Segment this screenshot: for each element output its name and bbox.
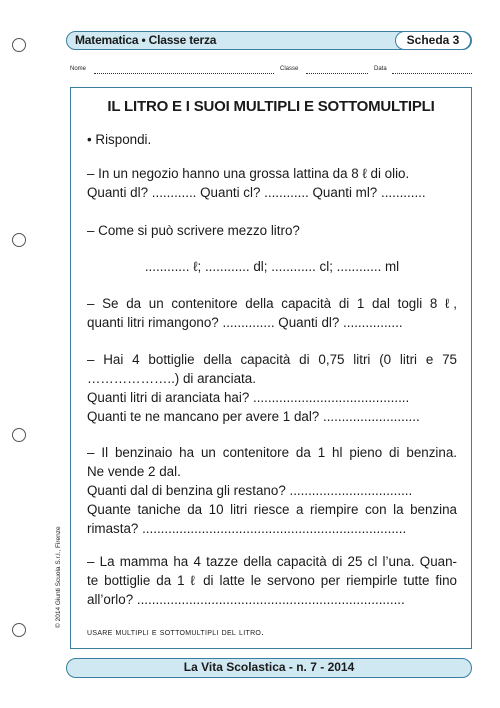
exercise-line: – Come si può scrivere mezzo litro? xyxy=(87,223,300,238)
exercise-line: – Hai 4 bottiglie della capacità di 0,75 litri (0 litri e 75 xyxy=(87,352,457,367)
name-label: Nome xyxy=(70,66,87,72)
exercise-line: te bottiglie da 1 ℓ di latte le servono per riempirle tutte fino xyxy=(87,573,457,588)
worksheet-title: IL LITRO E I SUOI MULTIPLI E SOTTOMULTIPLI xyxy=(107,98,435,115)
footer-bar: La Vita Scolastica - n. 7 - 2014 xyxy=(66,658,472,678)
exercise-line: all’orlo? ........................................................................ xyxy=(87,592,405,607)
worksheet-note: usare multipli e sottomultipli del litro. xyxy=(87,627,265,638)
exercise-line: Ne vende 2 dal. xyxy=(87,464,181,479)
binder-hole xyxy=(12,623,26,637)
date-label: Data xyxy=(374,66,387,72)
worksheet-frame xyxy=(70,87,472,649)
sheet-badge: Scheda 3 xyxy=(395,31,471,50)
exercise-4 xyxy=(87,350,457,426)
exercise-line: Quanti te ne mancano per avere 1 dal? .......................... xyxy=(87,409,420,424)
exercise-5 xyxy=(87,443,457,538)
exercise-line: rimasta? ....................................................................... xyxy=(87,521,407,536)
exercise-line: ............ ℓ; ............ dl; ............ cl; ............ ml xyxy=(144,259,400,274)
exercise-line: – In un negozio hanno una grossa lattina da 8 ℓ di olio. xyxy=(87,166,410,181)
binder-hole xyxy=(12,233,26,247)
exercise-line: quanti litri rimangono? .............. Quanti dl? ................ xyxy=(87,315,403,330)
class-label: Classe xyxy=(280,66,299,72)
exercise-1 xyxy=(87,164,457,202)
binder-hole xyxy=(12,428,26,442)
class-field[interactable] xyxy=(306,73,368,74)
date-field[interactable] xyxy=(392,73,472,74)
instruction xyxy=(87,130,457,149)
exercise-3 xyxy=(87,294,457,332)
binder-hole xyxy=(12,38,26,52)
exercise-line: – La mamma ha 4 tazze della capacità di 25 cl l’una. Quan- xyxy=(87,554,457,569)
exercise-line: Quanti dl? ............ Quanti cl? ............ Quanti ml? ............ xyxy=(87,185,426,200)
header-bar xyxy=(66,31,472,50)
exercise-line: ………………..) di aranciata. xyxy=(87,371,256,386)
instruction-text: • Rispondi. xyxy=(87,132,152,147)
name-field[interactable] xyxy=(94,73,274,74)
exercise-2 xyxy=(87,221,457,276)
copyright-text: © 2014 Giunti Scuola S.r.l., Firenze xyxy=(55,526,62,628)
exercise-6 xyxy=(87,552,457,609)
exercise-line: – Se da un contenitore della capacità di 1 dal togli 8 ℓ, xyxy=(87,296,457,311)
student-fields xyxy=(70,66,472,78)
exercise-line: Quanti dal di benzina gli restano? ................................. xyxy=(87,483,413,498)
exercise-line: Quante taniche da 10 litri riesce a riempire con la benzina xyxy=(87,502,457,517)
subject-label: Matematica • Classe terza xyxy=(75,33,217,47)
exercise-line: Quanti litri di aranciata hai? .......................................... xyxy=(87,390,410,405)
exercise-line: – Il benzinaio ha un contenitore da 1 hl pieno di benzina. xyxy=(87,445,457,460)
